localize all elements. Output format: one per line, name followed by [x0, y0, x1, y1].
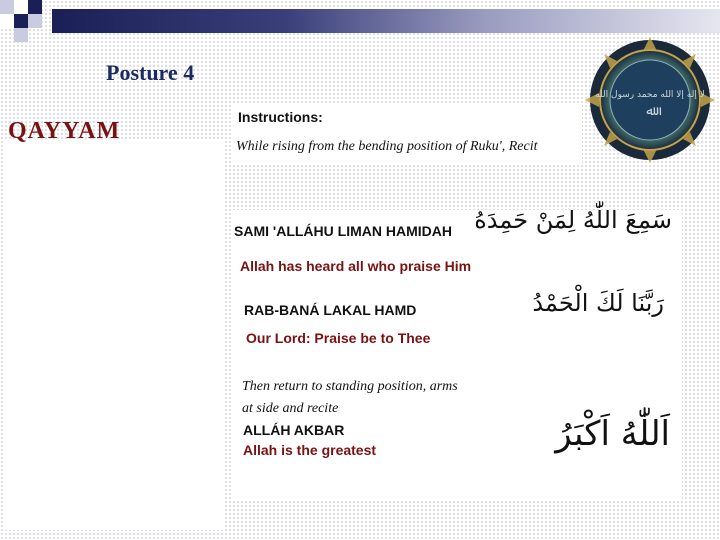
decor-square-4 — [0, 14, 14, 28]
decor-square-3 — [28, 0, 42, 14]
posture-name: QAYYAM — [8, 118, 121, 144]
left-white-panel — [4, 140, 224, 530]
recitation-2-arabic: رَبَّنَا لَكَ الْحَمْدُ — [532, 289, 664, 317]
return-instruction-line-1: Then return to standing position, arms — [242, 379, 458, 394]
header-gradient-bar — [52, 9, 720, 33]
instructions-heading: Instructions: — [238, 109, 323, 125]
decor-square-5 — [14, 14, 28, 28]
final-recitation-transliteration: ALLÁH AKBAR — [243, 422, 345, 438]
final-recitation-arabic: اَللّٰهُ اَكْبَرُ — [555, 414, 670, 454]
recitation-2-meaning: Our Lord: Praise be to Thee — [246, 330, 431, 346]
instruction-text: While rising from the bending position of Ruku', Recit — [236, 139, 538, 154]
decor-square-6 — [28, 14, 42, 28]
recitation-2-transliteration: RAB-BANÁ LAKAL HAMD — [244, 302, 417, 318]
posture-title: Posture 4 — [106, 60, 195, 85]
decor-square-2 — [14, 0, 28, 14]
emblem-calligraphy-text: لا إله إلا الله محمد رسول الله — [595, 90, 705, 100]
svg-text:ﷲ: ﷲ — [646, 104, 654, 119]
decor-square-7 — [14, 28, 28, 42]
final-recitation-meaning: Allah is the greatest — [243, 442, 377, 458]
calligraphy-emblem — [581, 35, 719, 165]
recitation-1-transliteration: SAMI 'ALLÁHU LIMAN HAMIDAH — [234, 223, 452, 239]
recitation-1-meaning: Allah has heard all who praise Him — [240, 258, 472, 274]
decor-square-1 — [0, 0, 14, 14]
return-instruction-line-2: at side and recite — [242, 401, 339, 416]
recitation-1-arabic: سَمِعَ اللّٰهُ لِمَنْ حَمِدَهُ — [474, 206, 672, 234]
